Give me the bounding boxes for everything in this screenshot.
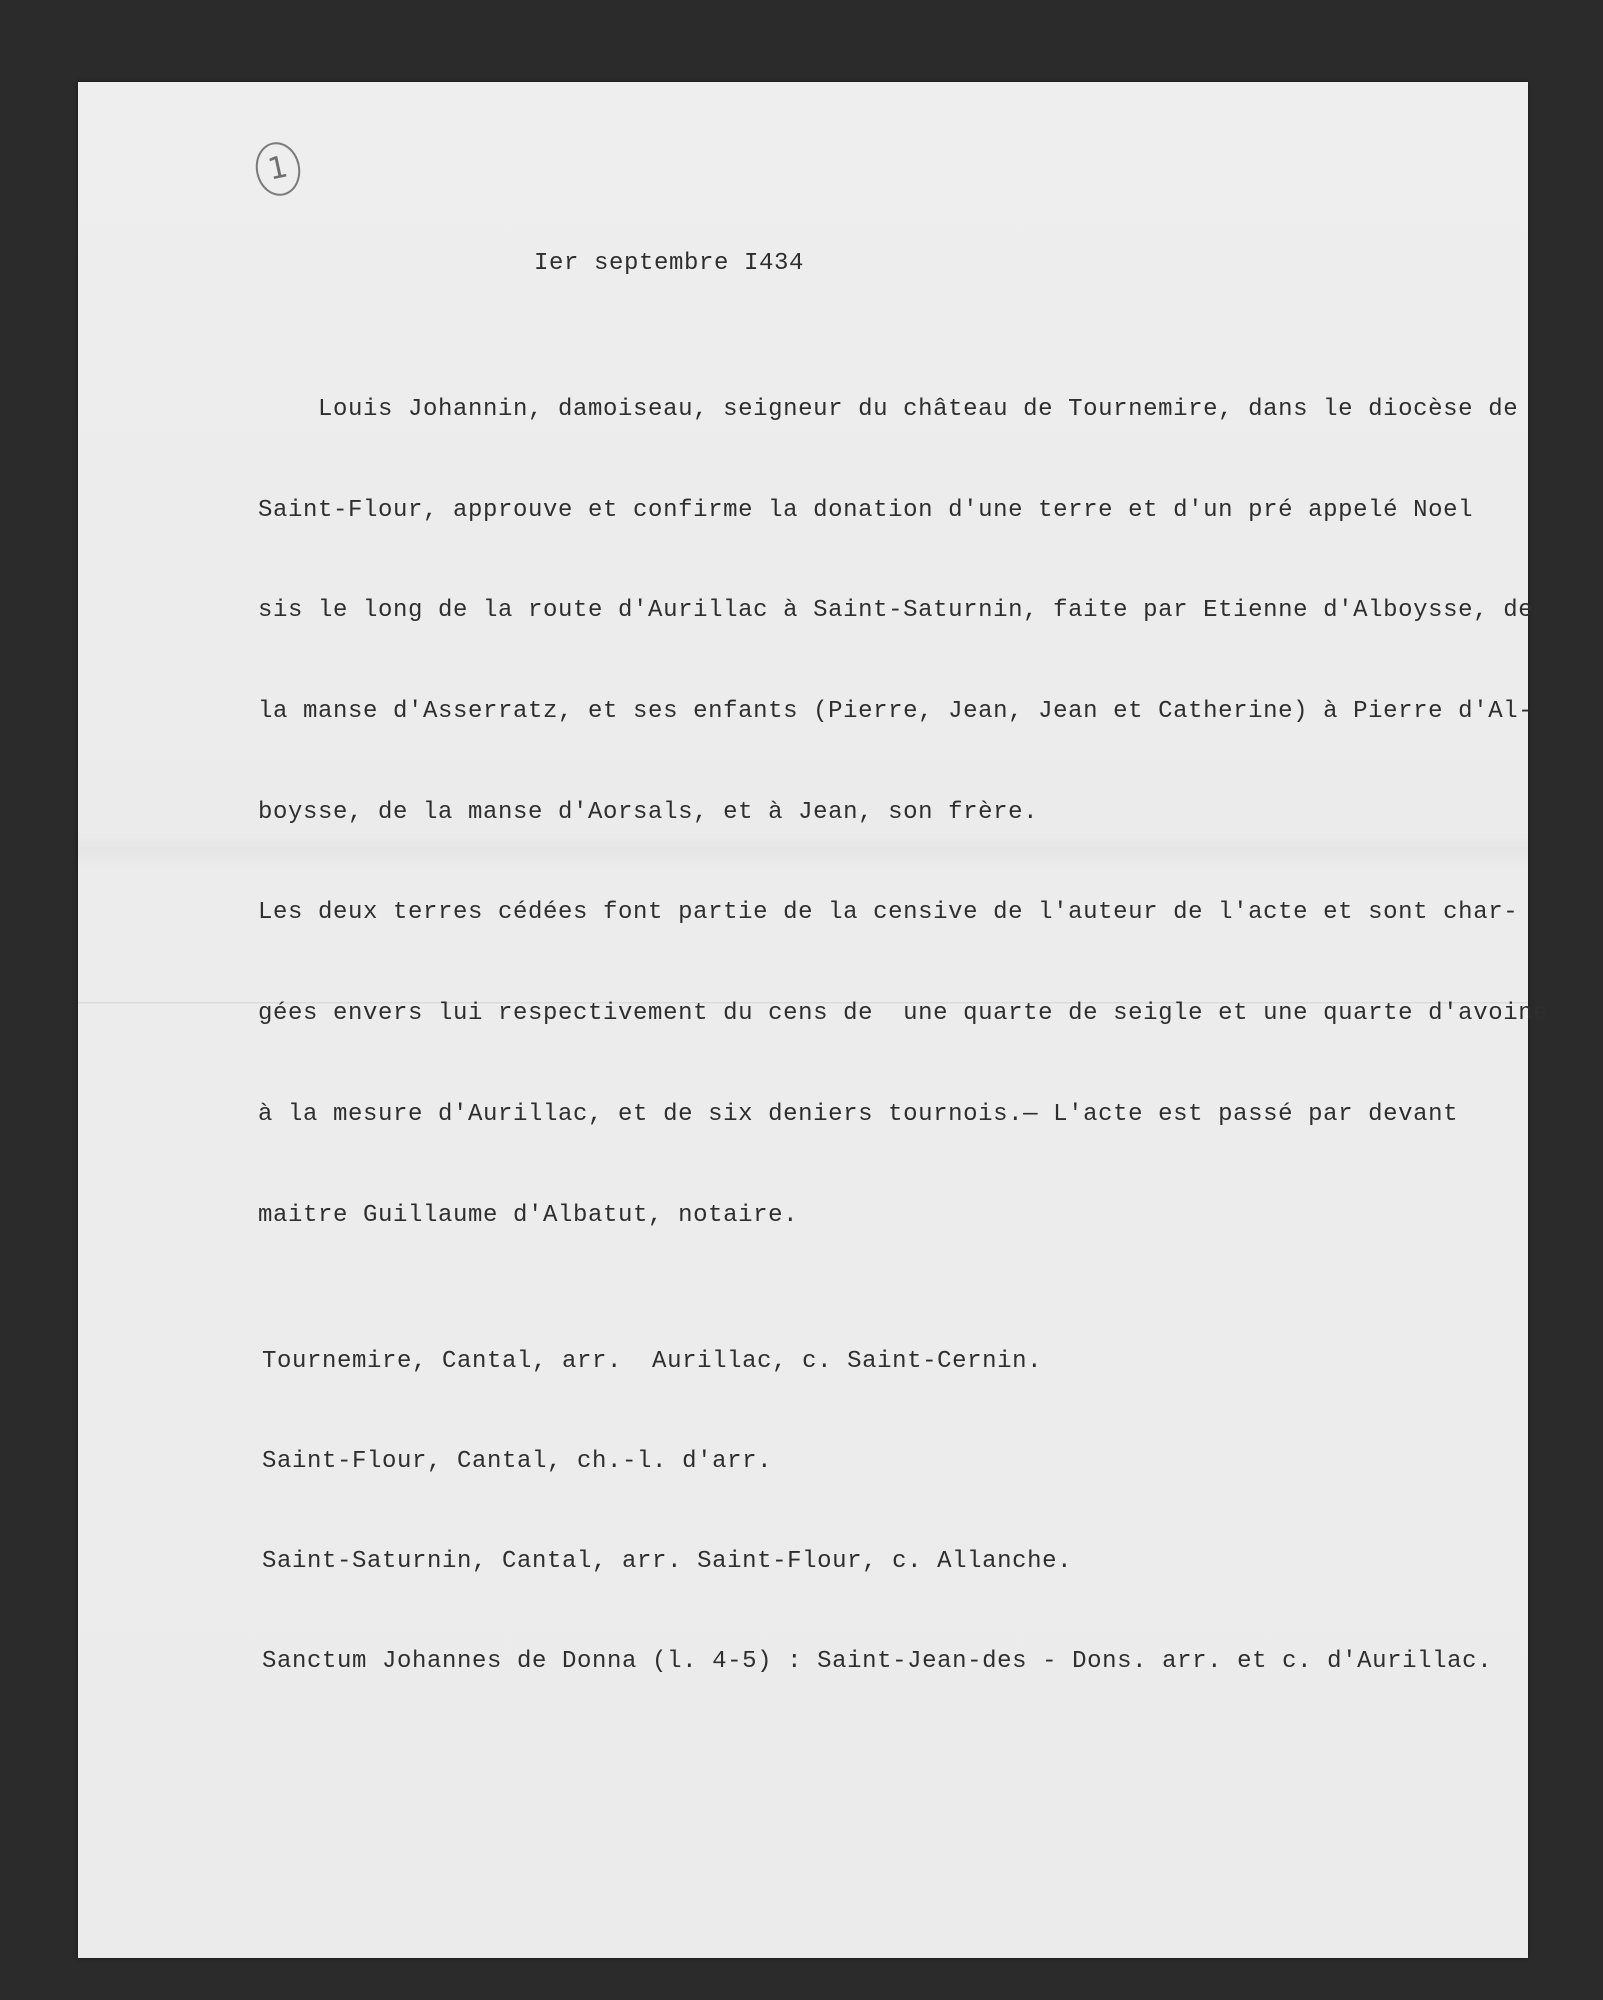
body-line: sis le long de la route d'Aurillac à Saint-Saturnin, faite par Etienne d'Alboysse, de	[258, 597, 1534, 625]
note-line: Sanctum Johannes de Donna (l. 4-5) : Saint-Jean-des - Dons. arr. et c. d'Aurillac.	[262, 1648, 1493, 1675]
body-line: Saint-Flour, approuve et confirme la donation d'une terre et d'un pré appelé Noel	[258, 496, 1474, 524]
note-line: Saint-Flour, Cantal, ch.-l. d'arr.	[262, 1448, 773, 1475]
note-line: Tournemire, Cantal, arr. Aurillac, c. Saint-Cernin.	[262, 1348, 1043, 1375]
document-date: Ier septembre I434	[534, 250, 805, 277]
note-line: Saint-Saturnin, Cantal, arr. Saint-Flour, c. Allanche.	[262, 1548, 1073, 1575]
body-line: Les deux terres cédées font partie de la censive de l'auteur de l'acte et sont char-	[258, 899, 1519, 927]
body-line: la manse d'Asserratz, et ses enfants (Pierre, Jean, Jean et Catherine) à Pierre d'Al-	[258, 698, 1534, 726]
place-notes	[262, 1285, 1492, 1712]
circled-page-number: 1	[251, 138, 305, 200]
body-line: boysse, de la manse d'Aorsals, et à Jean, son frère.	[258, 798, 1039, 826]
document-body	[258, 333, 1548, 1266]
body-line: Louis Johannin, damoiseau, seigneur du château de Tournemire, dans le diocèse de	[258, 396, 1519, 423]
body-line: gées envers lui respectivement du cens de une quarte de seigle et une quarte d'avoine	[258, 1000, 1549, 1028]
body-line: à la mesure d'Aurillac, et de six deniers tournois.— L'acte est passé par devant	[258, 1100, 1459, 1128]
body-line: maitre Guillaume d'Albatut, notaire.	[258, 1201, 799, 1229]
